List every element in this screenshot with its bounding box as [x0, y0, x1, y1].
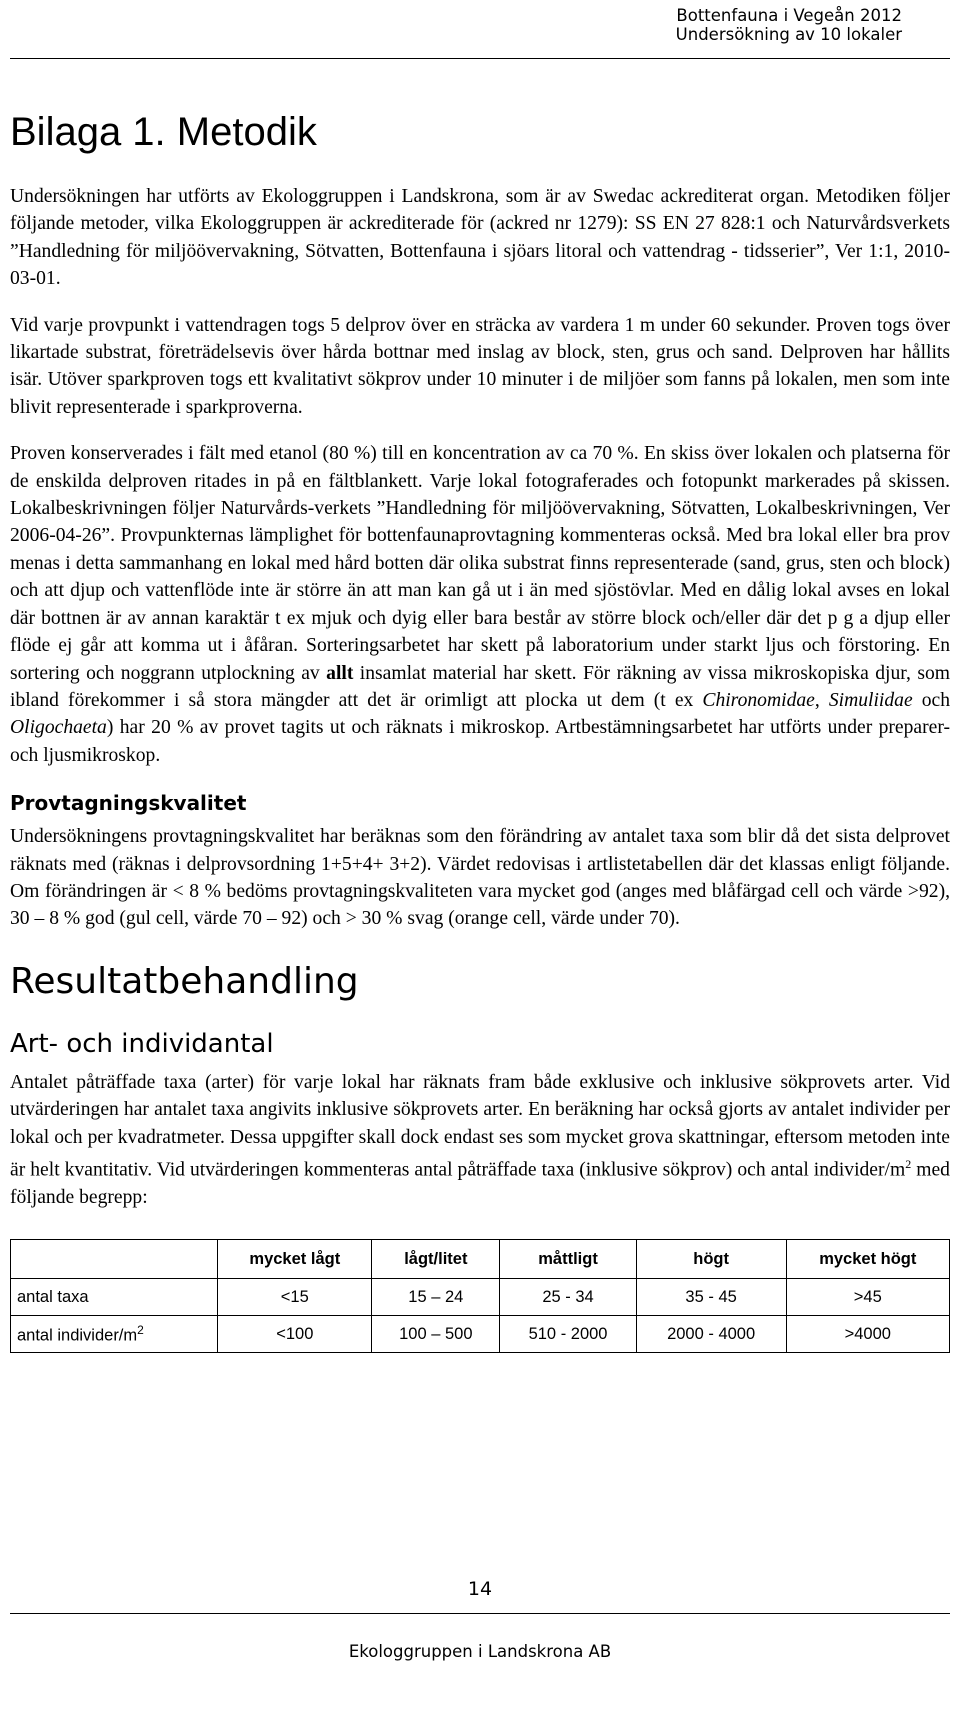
heading-species-count: Art- och individantal	[10, 1028, 274, 1059]
table-header-row	[11, 1240, 950, 1279]
heading-sampling-quality: Provtagningskvalitet	[10, 791, 247, 816]
footer-text: Ekologgruppen i Landskrona AB	[348, 1642, 612, 1661]
table-row	[11, 1279, 950, 1316]
table-row	[11, 1316, 950, 1353]
table-header-cell: måttligt	[500, 1240, 636, 1279]
table-row-label: antal taxa	[11, 1279, 218, 1316]
table-cell: 510 - 2000	[500, 1316, 636, 1353]
table-cell: 100 – 500	[372, 1316, 500, 1353]
table-cell: 35 - 45	[636, 1279, 786, 1316]
table-header-cell: lågt/litet	[372, 1240, 500, 1279]
table-cell: >45	[786, 1279, 949, 1316]
footer-rule	[10, 1613, 950, 1614]
paragraph-sampling-quality: Undersökningens provtagningskvalitet har beräknas som den förändring av antalet taxa som blir då det sista delprovet räknats med (räknas i delprovsordning 1+5+4+ 3+2). Värdet redovisas i artlistetabellen där det klassas enligt följande. Om förändringen är < 8 % bedöms provtagningskvaliteten vara mycket god (anges med blåfärgad cell och värde >92), 30 – 8 % god (gul cell, värde 70 – 92) och > 30 % svag (orange cell, värde under 70).	[10, 826, 950, 930]
paragraph-sampling: Vid varje provpunkt i vattendragen togs 5 delprov över en sträcka av vardera 1 m under 60 sekunder. Proven togs över likartade substrat, företrädelsevis över hårda bottnar med inslag av block, sten, grus och sand. Delproven har hållits isär. Utöver sparkproven togs ett kvalitativt sökprov under 10 minuter i de miljöer som fanns på lokalen, men som inte blivit representerade i sparkproverna.	[10, 314, 950, 418]
table-cell: >4000	[786, 1316, 949, 1353]
page-number: 14	[467, 1578, 493, 1600]
table-header-cell: mycket lågt	[218, 1240, 372, 1279]
table-cell: <100	[218, 1316, 372, 1353]
table-header-cell: högt	[636, 1240, 786, 1279]
classification-table	[10, 1239, 950, 1353]
page-title: Bilaga 1. Metodik	[10, 110, 317, 154]
table-row-label: antal individer/$m^2$	[11, 1316, 218, 1353]
table-cell: <15	[218, 1279, 372, 1316]
header-line-2: Undersökning av 10 lokaler	[675, 25, 902, 44]
table-cell: 15 – 24	[372, 1279, 500, 1316]
header-line-1: Bottenfauna i Vegeån 2012	[676, 6, 902, 25]
table-header-cell: mycket högt	[786, 1240, 949, 1279]
table-cell: 2000 - 4000	[636, 1316, 786, 1353]
paragraph-preservation: Proven konserverades i fält med etanol (80 %) till en koncentration av ca 70 %. En skiss över lokalen och platserna för de enskilda delproven ritades in på en fältblankett. Varje lokal fotograferades och fotopunkt markerades på skissen. Lokalbeskrivningen följer Naturvårds-verkets ”Handledning för miljöövervakning, Sötvatten, Lokalbeskrivningen, Ver 2006-04-26”. Provpunkternas lämplighet för bottenfaunaprovtagning kommenteras också. Med bra lokal eller bra prov menas i detta sammanhang en lokal med hård botten där olika substrat finns representerade (sand, grus, sten och block) och att djup och vattenflöde inte är större än att man kan gå ut i än med sjöstövlar. Med en dålig lokal avses en lokal där bottnen är av annan karaktär t ex mjuk och dyig eller bara består av större block och/eller där det p g a djup eller flöde ej går att komma ut i åfåran. Sorteringsarbetet har skett på laboratorium under starkt ljus och förstoring. En sortering och noggrann utplockning av allt insamlat material har skett. För räkning av vissa mikroskopiska djur, som ibland förekommer i så stora mängder att det är orimligt att plocka ut dem (t ex Chironomidae, Simuliidae och Oligochaeta) har 20 % av provet tagits ut och räknats i mikroskop. Artbestämningsarbetet har utförts under preparer- och ljusmikroskop.	[10, 443, 950, 766]
table-cell: 25 - 34	[500, 1279, 636, 1316]
table-header-cell	[11, 1240, 218, 1279]
heading-results: Resultatbehandling	[10, 960, 359, 1002]
paragraph-species-count: Antalet påträffade taxa (arter) för varje lokal har räknats fram både exklusive och inklusive sökprovets arter. Vid utvärderingen har antalet taxa angivits inklusive sökprovets arter. En beräkning har också gjorts av antalet individer per lokal och per kvadratmeter. Dessa uppgifter skall dock endast ses som mycket grova skattningar, eftersom metoden inte är helt kvantitativ. Vid utvärderingen kommenteras antal påträffade taxa (inklusive sökprov) och antal individer/$m^2$ med följande begrepp:	[10, 1071, 950, 1208]
document-body	[10, 108, 950, 1353]
paragraph-accreditation: Undersökningen har utförts av Ekologgruppen i Landskrona, som är av Swedac ackrediterat organ. Metodiken följer följande metoder, vilka Ekologgruppen är ackrediterade för (ackred nr 1279): SS EN 27 828:1 och Naturvårdsverkets ”Handledning för miljöövervakning, Sötvatten, Bottenfauna i sjöars litoral och vattendrag - tidsserier”, Ver 1:1, 2010-03-01.	[10, 186, 950, 290]
header-rule	[10, 58, 950, 59]
running-header	[676, 6, 902, 44]
